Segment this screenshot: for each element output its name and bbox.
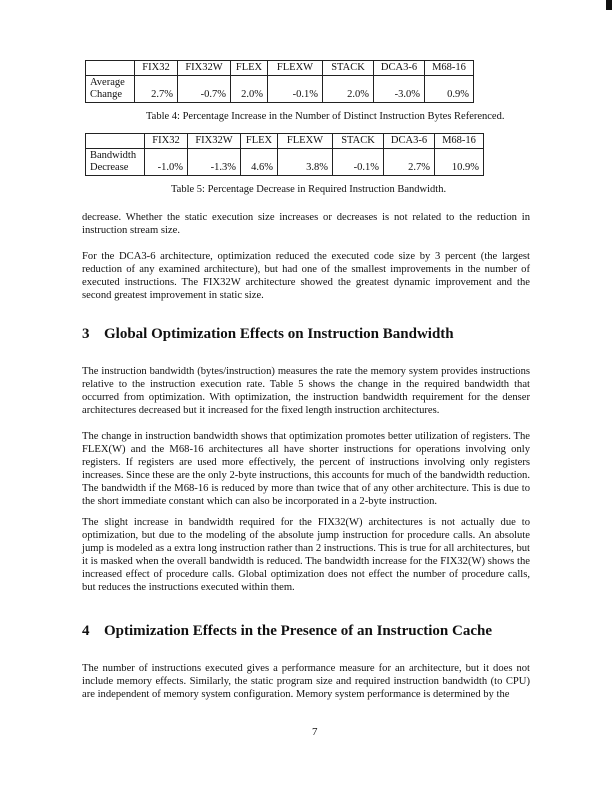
section-number: 3 — [82, 326, 90, 342]
value-cell: -3.0% — [374, 76, 425, 103]
value-cell: 4.6% — [241, 149, 278, 176]
header-cell: STACK — [333, 134, 384, 149]
header-cell: FLEX — [231, 61, 268, 76]
value-cell: -0.7% — [178, 76, 231, 103]
table-5 — [85, 133, 484, 176]
row-label-line: Change — [90, 89, 123, 100]
section-title: Optimization Effects in the Presence of an Instruction Cache — [104, 623, 493, 639]
header-cell: FLEX — [241, 134, 278, 149]
value-cell: -0.1% — [268, 76, 323, 103]
table-row — [86, 76, 474, 103]
header-cell: M68-16 — [435, 134, 484, 149]
section-number: 4 — [82, 623, 90, 639]
paragraph: For the DCA3-6 architecture, optimization reduced the executed code size by 3 percent (the largest reduction of any examined architecture), but had one of the smallest improvements in the number of executed instructions. The FIX32W architecture showed the greatest dynamic improvement and the second greatest improvement in static size. — [82, 251, 530, 301]
table-4 — [85, 60, 474, 103]
value-cell: 2.0% — [323, 76, 374, 103]
table-4-caption: Table 4: Percentage Increase in the Number of Distinct Instruction Bytes Referenced. — [146, 111, 505, 122]
header-cell — [86, 134, 145, 149]
row-label — [86, 149, 145, 176]
paragraph: The instruction bandwidth (bytes/instruction) measures the rate the memory system provides instructions relative to the instruction execution rate. Table 5 shows the change in the required bandwidth that occurred from optimization. With optimization, the instruction bandwidth requirement for the denser architectures decreased but it increased for the fixed length instruction architectures. — [82, 366, 530, 416]
value-cell: 3.8% — [278, 149, 333, 176]
table-5-caption: Table 5: Percentage Decrease in Required Instruction Bandwidth. — [171, 184, 447, 195]
table-header-row — [86, 61, 474, 76]
header-cell: FIX32 — [135, 61, 178, 76]
header-cell: DCA3-6 — [384, 134, 435, 149]
value-cell: -1.0% — [145, 149, 188, 176]
row-label-line: Bandwidth — [90, 150, 137, 161]
paragraph: The change in instruction bandwidth shows that optimization promotes better utilization of registers. The FLEX(W) and the M68-16 architectures all have shorter instructions for operations involving only registers. If registers are used more effectively, the percent of instructions involving only registers increases. Since these are the only 2-byte instructions, this accounts for much of the bandwidth reduction. The bandwidth if the M68-16 is reduced by more than twice that of any other architecture. This is due to the short immediate constant which can also be incorporated in a 2-byte instruction. — [82, 431, 530, 507]
section-4-heading — [82, 623, 492, 640]
paragraph: The slight increase in bandwidth required for the FIX32(W) architectures is not actually due to optimization, but due to the modeling of the absolute jump instruction for procedure calls. An absolute jump is modeled as a extra long instruction rather than 2 instructions. This is true for all architectures, but it is masked when the overall bandwidth is reduced. The bandwidth increase for the FIX32(W) shows the increased effect of procedure calls. Global optimization does not effect the number of procedure calls, but reduces the instructions executed within them. — [82, 517, 530, 593]
header-cell: M68-16 — [425, 61, 474, 76]
header-cell: STACK — [323, 61, 374, 76]
header-cell: FIX32W — [188, 134, 241, 149]
paragraph: decrease. Whether the static execution size increases or decreases is not related to the reduction in instruction stream size. — [82, 212, 530, 236]
value-cell: -0.1% — [333, 149, 384, 176]
header-cell: FIX32 — [145, 134, 188, 149]
header-cell: FLEXW — [278, 134, 333, 149]
row-label-line: Average — [90, 77, 125, 88]
scan-edge-mark — [606, 0, 612, 10]
header-cell: DCA3-6 — [374, 61, 425, 76]
header-cell: FLEXW — [268, 61, 323, 76]
value-cell: -1.3% — [188, 149, 241, 176]
section-3-heading — [82, 326, 454, 343]
value-cell: 2.7% — [384, 149, 435, 176]
value-cell: 2.7% — [135, 76, 178, 103]
value-cell: 0.9% — [425, 76, 474, 103]
value-cell: 2.0% — [231, 76, 268, 103]
header-cell: FIX32W — [178, 61, 231, 76]
table-header-row — [86, 134, 484, 149]
header-cell — [86, 61, 135, 76]
paragraph: The number of instructions executed gives a performance measure for an architecture, but it does not include memory effects. Similarly, the static program size and required instruction bandwidth (to CPU) are independent of memory system configuration. Memory system performance is determined by the — [82, 663, 530, 700]
table-row — [86, 149, 484, 176]
value-cell: 10.9% — [435, 149, 484, 176]
section-title: Global Optimization Effects on Instruction Bandwidth — [104, 326, 454, 342]
row-label — [86, 76, 135, 103]
page-number: 7 — [312, 726, 318, 738]
row-label-line: Decrease — [90, 162, 129, 173]
